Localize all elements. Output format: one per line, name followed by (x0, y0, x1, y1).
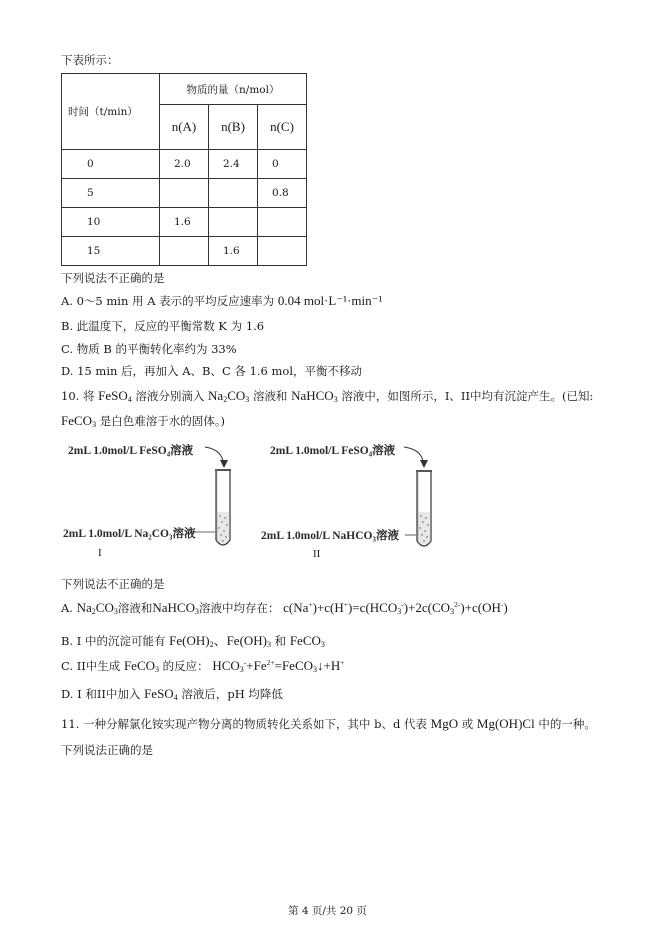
time-header: 时间（t/min） (62, 74, 160, 150)
q10-opt-a-mid: 溶液和 (117, 601, 153, 615)
formula-mgo: MgO (430, 716, 459, 731)
q11-text-c: 中的一种。 (538, 717, 596, 731)
q10-opt-c-pre: C. II中生成 (61, 659, 121, 673)
q10-opt-b-pre: B. I 中的沉淀可能有 (61, 634, 166, 648)
formula-feco3: FeCO$_3$ (123, 658, 160, 674)
q10-opt-d-pre: D. I 和II中加入 (61, 687, 141, 701)
q10-stem: 下列说法不正确的是 (61, 577, 165, 591)
cell-t: 10 (62, 208, 160, 237)
q11-stem-line2: 下列说法正确的是 (61, 743, 153, 757)
formula-feso4: FeSO$_4$ (144, 686, 178, 702)
q10-opt-a-post: 溶液中均存在： (198, 601, 280, 615)
cell-t: 15 (62, 237, 160, 266)
q10-opt-b-post: 和 (274, 634, 287, 648)
cell-b: 1.6 (209, 237, 258, 266)
col-a-header: n(A) (160, 105, 209, 150)
tube2-top-label: 2mL 1.0mol/L FeSO₄溶液 (270, 445, 396, 457)
rate-value: 0.04 mol·L⁻¹·min⁻¹ (277, 293, 383, 308)
formula-feco3: FeCO$_3$ (61, 413, 97, 429)
q11-text-a: 11. 一种分解氯化铵实现产物分离的物质转化关系如下，其中 b、d 代表 (61, 717, 427, 731)
q11-stem-line1 (61, 716, 596, 732)
tube1-roman: I (98, 547, 102, 559)
q10-text-d: 溶液中，如图所示，I、II中均有沉淀产生。(已知: (341, 389, 594, 403)
q9-option-c: C. 物质 B 的平衡转化率约为 33% (61, 342, 237, 356)
cell-a: 2.0 (160, 150, 209, 179)
q9-stem: 下列说法不正确的是 (61, 271, 165, 285)
charge-balance-equation: $c(Na^+)+c(H^+)=c(HCO_3^-)+2c(CO_3^{2-})+c(OH^-)$ (283, 600, 508, 616)
cell-c: 0 (258, 150, 307, 179)
formula-na2co3: $Na_2CO_3$ (208, 388, 250, 404)
formula-na2co3: $Na_2CO_3$ (76, 600, 118, 616)
q9-option-a-text: A. 0～5 min 用 A 表示的平均反应速率为 (61, 294, 275, 308)
amount-header: 物质的量（n/mol） (160, 74, 307, 105)
col-b-header: n(B) (209, 105, 258, 150)
formula-nahco3: NaHCO$_3$ (152, 600, 199, 616)
q10-text-b: 溶液分别滴入 (135, 389, 205, 403)
col-c-header: n(C) (258, 105, 307, 150)
q9-option-d: D. 15 min 后，再加入 A、B、C 各 1.6 mol，平衡不移动 (61, 364, 363, 378)
cell-t: 0 (62, 150, 160, 179)
formula-feso4: FeSO$_4$ (98, 388, 132, 404)
formula-precipitates: $Fe(OH)_2$、$Fe(OH)_3$ (169, 633, 271, 649)
formula-feco3: FeCO$_3$ (289, 633, 325, 649)
q10-opt-a-label: A. (61, 601, 73, 615)
reaction-equation: $HCO_3^-+Fe^{2+}=FeCO_3↓+H^+$ (212, 658, 345, 674)
tube2-roman: II (313, 548, 321, 560)
cell-t: 5 (62, 179, 160, 208)
q10-text-line2: 是白色难溶于水的固体。) (99, 414, 225, 428)
tube2-bottom-label: 2mL 1.0mol/L NaHCO₃溶液 (261, 530, 399, 542)
cell-a: 1.6 (160, 208, 209, 237)
page-footer: 第 4 页/共 20 页 (288, 905, 367, 917)
q10-text-c: 溶液和 (252, 389, 288, 403)
tube1-top-label: 2mL 1.0mol/L FeSO₄溶液 (68, 445, 194, 457)
formula-mgohcl: Mg(OH)Cl (476, 716, 535, 731)
q10-option-d (61, 686, 283, 702)
intro-text: 下表所示： (61, 53, 119, 67)
q10-option-c (61, 658, 344, 674)
cell-b: 2.4 (209, 150, 258, 179)
test-tube-2 (404, 447, 432, 546)
q10-option-a (61, 600, 508, 616)
q10-option-b (61, 630, 325, 649)
q9-option-b: B. 此温度下，反应的平衡常数 K 为 1.6 (61, 319, 265, 333)
q11-text-b: 或 (461, 717, 474, 731)
cell-c: 0.8 (258, 179, 307, 208)
tube1-bottom-label: 2mL 1.0mol/L Na₂CO₃溶液 (63, 528, 196, 540)
q10-opt-c-post: 的反应： (162, 659, 209, 673)
formula-nahco3: NaHCO$_3$ (291, 388, 338, 404)
test-tube-1 (194, 447, 231, 545)
q10-opt-d-post: 溶液后，pH 均降低 (181, 687, 283, 701)
q10-text-a: 10. 将 (61, 389, 95, 403)
